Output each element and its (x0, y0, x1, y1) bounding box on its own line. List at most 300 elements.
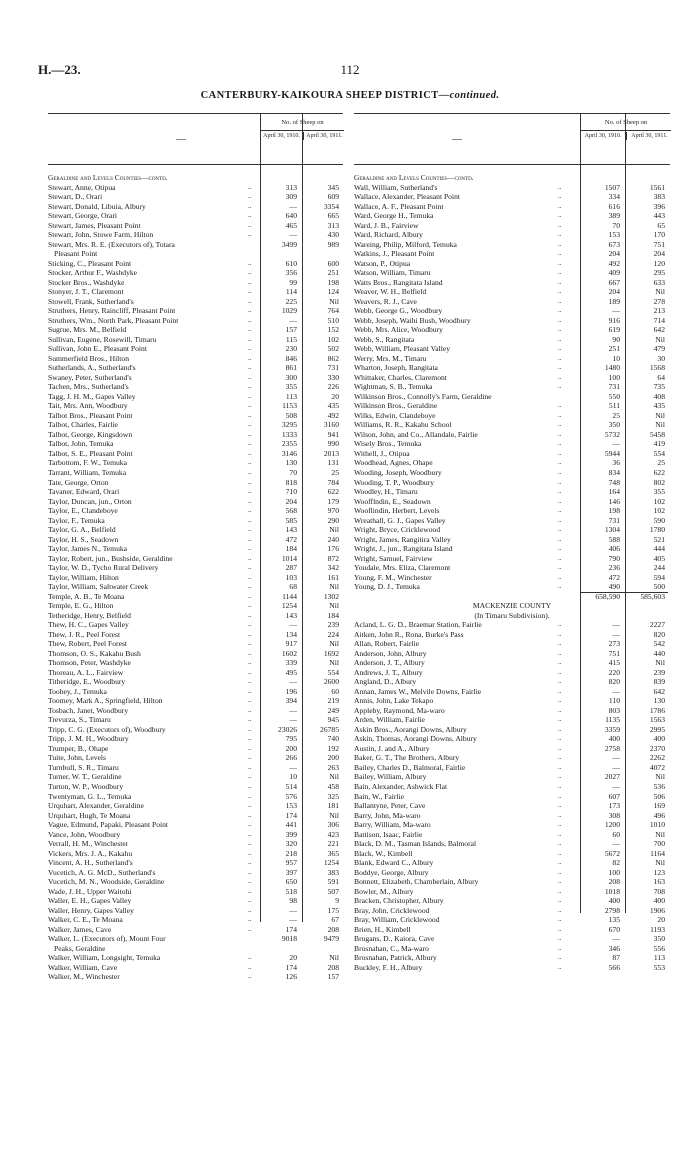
leader-dots: .. (558, 230, 562, 239)
sheep-count-1910: 20 (289, 953, 297, 963)
sheep-count-1911: 2995 (649, 724, 665, 734)
sheep-count-1910: 861 (285, 363, 297, 373)
owner-name: Tarbottom, F. W., Temuka (48, 458, 127, 468)
leader-dots: .. (248, 905, 252, 914)
sheep-count-1910: 23026 (278, 724, 297, 734)
table-row (354, 287, 670, 297)
sheep-count-1911: 735 (653, 382, 665, 392)
sheep-count-1910: 3359 (604, 724, 620, 734)
owner-name: Andrews, J. T., Albury (354, 667, 423, 677)
table-row (48, 525, 343, 535)
table-row (48, 211, 343, 221)
sheep-count-1911: 200 (327, 753, 339, 763)
sheep-count-1911: 2262 (649, 753, 665, 763)
leader-dots: .. (248, 972, 252, 981)
owner-name: Thew, J. R., Peel Forest (48, 629, 121, 639)
leader-dots: .. (248, 962, 252, 971)
sheep-count-1911: 342 (327, 563, 339, 573)
leader-dots: .. (248, 258, 252, 267)
table-row (48, 183, 343, 193)
sheep-count-1910: 82 (612, 858, 620, 868)
sheep-count-1910: 818 (285, 477, 297, 487)
table-row (354, 849, 670, 859)
sheep-count-1910: 1480 (604, 363, 620, 373)
leader-dots: .. (248, 924, 252, 933)
table-row (48, 725, 343, 735)
owner-name: Tait, Mrs. Ann, Woodbury (48, 401, 128, 411)
left-header-dash: — (176, 134, 186, 145)
sheep-count-1910: 2758 (604, 743, 620, 753)
leader-dots: .. (558, 401, 562, 410)
sheep-count-1911: 405 (653, 553, 665, 563)
owner-name: Weavers, R. J., Cave (354, 296, 417, 306)
owner-name: Wright, Samuel, Fairview (354, 553, 433, 563)
leader-dots: .. (248, 848, 252, 857)
leader-dots: .. (558, 515, 562, 524)
sheep-count-1910: 220 (608, 667, 620, 677)
title-main: CANTERBURY-KAIKOURA SHEEP DISTRICT— (200, 90, 450, 101)
owner-name: Thew, H. C., Gapes Valley (48, 620, 129, 630)
table-row (354, 811, 670, 821)
owner-name: Stonyer, J. T., Claremont (48, 287, 124, 297)
right-column (354, 113, 670, 972)
leader-dots: .. (248, 448, 252, 457)
sheep-count-1911: 802 (653, 477, 665, 487)
table-row (354, 906, 670, 916)
table-row (48, 240, 343, 250)
leader-dots: .. (558, 639, 562, 648)
owner-name: Wooding, Joseph, Woodbury (354, 467, 442, 477)
leader-dots: .. (558, 239, 562, 248)
leader-dots: .. (248, 753, 252, 762)
sheep-count-1910: 514 (285, 782, 297, 791)
sheep-count-1911: 2600 (323, 677, 339, 687)
sheep-count-1910: — (612, 629, 620, 639)
sheep-count-1911: 1568 (649, 363, 665, 373)
owner-name: Williams, R. R., Kakahu School (354, 420, 452, 430)
owner-name: Black, W., Kimbell (354, 848, 413, 858)
sheep-count-1910: 10 (289, 772, 297, 782)
owner-name: Waller, E. H., Gapes Valley (48, 896, 132, 906)
leader-dots: .. (248, 867, 252, 876)
owner-name: Wreathall, G. J., Gapes Valley (354, 515, 446, 525)
table-row (354, 335, 670, 345)
sheep-count-1911: 192 (327, 743, 339, 753)
sheep-count-1911: 5458 (649, 429, 665, 439)
sheep-count-1911: 862 (327, 353, 339, 363)
leader-dots: .. (248, 439, 252, 448)
owner-name: Askin Bros., Aorangi Downs, Albury (354, 724, 467, 734)
leader-dots: .. (248, 734, 252, 743)
table-row (48, 639, 343, 649)
owner-name: Brosnahan, Patrick, Albury (354, 953, 437, 963)
page-title (0, 90, 700, 101)
owner-name: Vickers, Mrs. J. A., Kakahu (48, 848, 133, 858)
sheep-count-1910: 189 (608, 296, 620, 306)
owner-name: Vucetich, M. N., Woodside, Geraldine (48, 877, 165, 887)
leader-dots: .. (248, 801, 252, 810)
sheep-count-1911: 181 (327, 801, 339, 811)
table-row (354, 439, 670, 449)
leader-dots: .. (248, 515, 252, 524)
owner-name: Withell, J., Otipua (354, 448, 410, 458)
owner-name: Battison, Isaac, Fairlie (354, 829, 423, 839)
sheep-count-1911: 751 (653, 239, 665, 249)
sheep-count-1911: 642 (653, 686, 665, 696)
sheep-count-1910: — (289, 915, 297, 925)
owner-name: Werry, Mrs. M., Timaru (354, 353, 427, 363)
sheep-count-1911: 249 (327, 705, 339, 715)
sheep-count-1910: 5672 (604, 848, 620, 858)
owner-name: Temple, E. G., Hilton (48, 601, 114, 611)
owner-name: Anderson, J. T., Albury (354, 658, 425, 668)
table-row (48, 830, 343, 840)
sheep-count-1910: — (612, 620, 620, 630)
sheep-count-1911: 1302 (323, 591, 339, 601)
sheep-count-1910: 251 (608, 344, 620, 354)
owner-name: Stewart, Donald, Libuia, Albury (48, 201, 146, 211)
sheep-count-1911: 131 (327, 458, 339, 468)
sheep-count-1910: 300 (285, 372, 297, 382)
sheep-count-1911: 365 (327, 848, 339, 858)
leader-dots: .. (248, 839, 252, 848)
table-row (354, 468, 670, 478)
table-row (48, 478, 343, 488)
sheep-count-1911: 435 (653, 401, 665, 411)
leader-dots: .. (558, 943, 562, 952)
owner-name: MACKENZIE COUNTY (472, 601, 552, 611)
owner-name: Taylor, G. A., Belfield (48, 525, 116, 535)
owner-name: Boddye, George, Albury (354, 867, 429, 877)
sheep-count-1911: Nil (655, 858, 665, 868)
table-row (354, 183, 670, 193)
sheep-count-1910: 616 (608, 201, 620, 211)
owner-name: Allan, Robert, Fairlie (354, 639, 419, 649)
table-row (48, 221, 343, 231)
leader-dots: .. (558, 896, 562, 905)
table-row (354, 325, 670, 335)
sheep-count-1910: 356 (285, 268, 297, 278)
table-row (48, 934, 343, 944)
sheep-count-1911: 458 (327, 782, 339, 791)
sheep-count-1911: 591 (327, 877, 339, 887)
right-header-col1: April 30, 1910. (584, 133, 622, 139)
sheep-count-1911: 622 (653, 467, 665, 477)
leader-dots: .. (558, 410, 562, 419)
table-row (48, 316, 343, 326)
owner-name: Geraldine and Levels Counties—contd. (354, 173, 474, 182)
leader-dots: .. (558, 715, 562, 724)
leader-dots: .. (558, 372, 562, 381)
owner-name: Woodhead, Agnes, Ohape (354, 458, 433, 468)
sheep-count-1910: 820 (608, 677, 620, 687)
owner-name: Taylor, Robert, jun., Bushside, Geraldine (48, 553, 173, 563)
table-row (48, 582, 343, 592)
owner-name: Titheridge, E., Woodbury (48, 677, 126, 687)
sheep-count-1910: 607 (608, 791, 620, 801)
table-row (48, 772, 343, 782)
owner-name: Ward, George H., Temuka (354, 211, 434, 221)
leader-dots: .. (248, 915, 252, 924)
sheep-count-1911: 2227 (649, 620, 665, 630)
owner-name: Peaks, Geraldine (54, 943, 106, 953)
owner-name: Stocker, Arthur F., Washdyke (48, 268, 138, 278)
owner-name: Taylor, William, Saltwater Creek (48, 582, 149, 592)
table-row (354, 715, 670, 725)
sheep-count-1910: 566 (608, 962, 620, 972)
sheep-count-1910: 164 (608, 487, 620, 497)
owner-name: Aitken, John R., Rona, Burke's Pass (354, 629, 464, 639)
leader-dots: .. (558, 458, 562, 467)
owner-name: Talbot, Charles, Fairlie (48, 420, 118, 430)
sheep-count-1910: 610 (285, 258, 297, 268)
table-row (354, 887, 670, 897)
right-header-group-label: No. of Sheep on (581, 116, 671, 131)
table-row (48, 953, 343, 963)
owner-name: Brien, H., Kimbell (354, 924, 411, 934)
sheep-count-1910: 400 (608, 734, 620, 744)
owner-name: Taylor, James N., Temuka (48, 544, 128, 554)
left-header-col2: April 30, 1911. (303, 132, 345, 140)
table-row (354, 278, 670, 288)
owner-name: Stewart, James, Pleasant Point (48, 220, 141, 230)
leader-dots: .. (248, 410, 252, 419)
owner-name: Wallace, Alexander, Pleasant Point (354, 192, 460, 202)
sheep-count-1910: 208 (608, 877, 620, 887)
sheep-count-1910: 406 (608, 544, 620, 554)
sheep-count-1911: 1561 (649, 182, 665, 192)
leader-dots: .. (558, 848, 562, 857)
sheep-count-1910: 399 (285, 829, 297, 839)
leader-dots: .. (248, 696, 252, 705)
sheep-count-1911: 102 (653, 506, 665, 516)
sheep-count-1911: 239 (653, 667, 665, 677)
owner-name: Wisely Bros., Temuka (354, 439, 422, 449)
leader-dots: .. (248, 315, 252, 324)
table-row (48, 278, 343, 288)
owner-name: Struthers, Wm., North Park, Pleasant Point (48, 315, 179, 325)
leader-dots: .. (558, 658, 562, 667)
sheep-count-1911: 1193 (650, 924, 665, 934)
leader-dots: .. (558, 344, 562, 353)
right-header-dash: — (452, 134, 462, 145)
sheep-count-1910: 287 (285, 563, 297, 573)
leader-dots: .. (248, 487, 252, 496)
table-row (48, 335, 343, 345)
owner-name: Stewart, John, Stowe Farm, Hilton (48, 230, 154, 240)
sheep-count-1910: 3295 (281, 420, 297, 430)
owner-name: Black, D. M., Tasman Islands, Balmoral (354, 839, 477, 849)
leader-dots: .. (558, 182, 562, 191)
sheep-count-1910: — (612, 753, 620, 763)
sheep-count-1910: — (289, 620, 297, 630)
section-label (48, 173, 343, 183)
leader-dots: .. (558, 962, 562, 971)
sheep-count-1910: 508 (285, 410, 297, 420)
owner-name: Turton, W. P., Woodbury (48, 782, 124, 791)
sheep-count-1910: 236 (608, 563, 620, 573)
sheep-count-1911: 219 (327, 696, 339, 706)
leader-dots: .. (248, 525, 252, 534)
sheep-count-1911: Nil (329, 601, 339, 611)
table-row (354, 544, 670, 554)
sheep-count-1910: 5944 (604, 448, 620, 458)
leader-dots: .. (248, 629, 252, 638)
section-heading (354, 611, 670, 621)
sheep-count-1911: 556 (653, 943, 665, 953)
owner-name: Waller, Henry, Gapes Valley (48, 905, 134, 915)
leader-dots: .. (558, 791, 562, 800)
owner-name: Taylor, W. D., Tycho Rural Delivery (48, 563, 159, 573)
sheep-count-1910: 339 (285, 658, 297, 668)
sheep-count-1910: 99 (289, 277, 297, 287)
owner-name: Wilson, John, and Co., Allandale, Fairlie (354, 429, 478, 439)
sheep-count-1911: 345 (327, 182, 339, 192)
leader-dots: .. (558, 686, 562, 695)
sheep-count-1911: 67 (331, 915, 339, 925)
sheep-count-1911: 554 (327, 667, 339, 677)
table-row (354, 297, 670, 307)
owner-name: Blank, Edward C., Albury (354, 858, 434, 868)
owner-name: Webb, Joseph, Waihi Bush, Woodbury (354, 315, 471, 325)
sheep-count-1911: 383 (327, 867, 339, 877)
owner-name: Thomson, Peter, Washdyke (48, 658, 131, 668)
leader-dots: .. (248, 192, 252, 201)
table-row (354, 430, 670, 440)
table-row (48, 792, 343, 802)
sheep-count-1911: 179 (327, 496, 339, 506)
sheep-count-1910: 568 (285, 506, 297, 516)
leader-dots: .. (558, 620, 562, 629)
sheep-count-1910: — (289, 715, 297, 725)
sheep-count-1910: 1200 (604, 820, 620, 830)
table-row (354, 763, 670, 773)
owner-name: Watts Bros., Rangitata Island (354, 277, 443, 287)
sheep-count-1911: 507 (327, 886, 339, 896)
owner-name: Bonnett, Elizabeth, Chamberlain, Albury (354, 877, 479, 887)
sheep-count-1910: 3146 (281, 448, 297, 458)
sheep-count-1910: 204 (608, 249, 620, 259)
sheep-count-1910: 153 (285, 801, 297, 811)
table-row (48, 497, 343, 507)
owner-name: Tate, George, Orton (48, 477, 109, 487)
sheep-count-1910: 550 (608, 391, 620, 401)
leader-dots: .. (558, 563, 562, 572)
owner-name: Bowler, M., Albury (354, 886, 414, 896)
owner-name: Young, D. J., Temuka (354, 582, 420, 592)
sheep-count-1910: 400 (608, 896, 620, 906)
owner-name: Tagg, J. H. M., Gapes Valley (48, 391, 136, 401)
sheep-count-1910: 472 (285, 534, 297, 544)
sheep-count-1910: 846 (285, 353, 297, 363)
sheep-count-1911: 506 (653, 791, 665, 801)
sheep-count-1911: 4072 (649, 762, 665, 772)
sheep-count-1911: Nil (329, 296, 339, 306)
right-table-header (354, 113, 670, 165)
sheep-count-1911: 355 (653, 487, 665, 497)
sheep-count-1910: 3499 (281, 239, 297, 249)
column-rule (625, 113, 626, 913)
owner-name: Tuite, John, Levels (48, 753, 106, 763)
leader-dots: .. (248, 810, 252, 819)
owner-name: Stewart, Anne, Otipua (48, 182, 116, 192)
sheep-count-1911: Nil (655, 420, 665, 430)
leader-dots: .. (558, 448, 562, 457)
leader-dots: .. (558, 886, 562, 895)
leader-dots: .. (248, 724, 252, 733)
sheep-count-1910: 751 (608, 648, 620, 658)
owner-name: Vucetich, A. G. McD., Sutherland's (48, 867, 156, 877)
leader-dots: .. (558, 467, 562, 476)
sheep-count-1911: 120 (653, 258, 665, 268)
sheep-count-1910: 576 (285, 791, 297, 801)
table-row (354, 696, 670, 706)
owner-name: Talbot Bros., Pleasant Point (48, 410, 133, 420)
leader-dots: .. (248, 820, 252, 829)
leader-dots: .. (248, 467, 252, 476)
leader-dots: .. (558, 429, 562, 438)
leader-dots: .. (558, 201, 562, 210)
total-row (354, 592, 670, 602)
table-row (354, 563, 670, 573)
sheep-count-1911: 764 (327, 306, 339, 316)
owner-name: Turnbull, S. R., Timaru (48, 762, 119, 772)
leader-dots: .. (558, 705, 562, 714)
owner-name: Askin, Thomas, Aorangi Downs, Albury (354, 734, 477, 744)
sheep-count-1911: 941 (327, 429, 339, 439)
owner-name: Ward, J. B., Fairview (354, 220, 419, 230)
table-row (354, 344, 670, 354)
leader-dots: .. (558, 915, 562, 924)
leader-dots: .. (558, 506, 562, 515)
table-row (48, 801, 343, 811)
sheep-count-1911: 1786 (649, 705, 665, 715)
table-row (48, 811, 343, 821)
sheep-count-1911: 554 (653, 448, 665, 458)
owner-name: Sullivan, John E., Pleasant Point (48, 344, 147, 354)
sheep-count-1910: 266 (285, 753, 297, 763)
sheep-count-1910: 350 (608, 420, 620, 430)
leader-dots: .. (558, 220, 562, 229)
sheep-count-1910: 492 (608, 258, 620, 268)
sheep-count-1911: 400 (653, 896, 665, 906)
sheep-count-1911: 290 (327, 515, 339, 525)
sheep-count-1910: 9018 (281, 934, 297, 944)
owner-name: Sutherlands, A., Sutherland's (48, 363, 136, 373)
sheep-count-1910: 916 (608, 315, 620, 325)
owner-name: Wilkinson Bros., Connolly's Farm, Geraldine (354, 391, 492, 401)
table-row (48, 516, 343, 526)
page-number: 112 (340, 62, 360, 77)
sheep-count-1910: 658,590 (595, 591, 620, 601)
sheep-count-1911: 176 (327, 544, 339, 554)
sheep-count-1911: 542 (653, 639, 665, 649)
sheep-count-1911: Nil (329, 525, 339, 535)
sheep-count-1911: 400 (653, 734, 665, 744)
leader-dots: .. (248, 506, 252, 515)
owner-name: Baker, G. T., The Brothers, Albury (354, 753, 460, 763)
table-row (354, 487, 670, 497)
sheep-count-1911: 124 (327, 287, 339, 297)
table-row (48, 420, 343, 430)
owner-name: Temple, A. B., Te Moana (48, 591, 125, 601)
sheep-count-1911: 1010 (649, 820, 665, 830)
table-row (354, 458, 670, 468)
sheep-count-1911: 408 (653, 391, 665, 401)
leader-dots: .. (558, 905, 562, 914)
sheep-count-1911: 226 (327, 382, 339, 392)
table-row (354, 268, 670, 278)
